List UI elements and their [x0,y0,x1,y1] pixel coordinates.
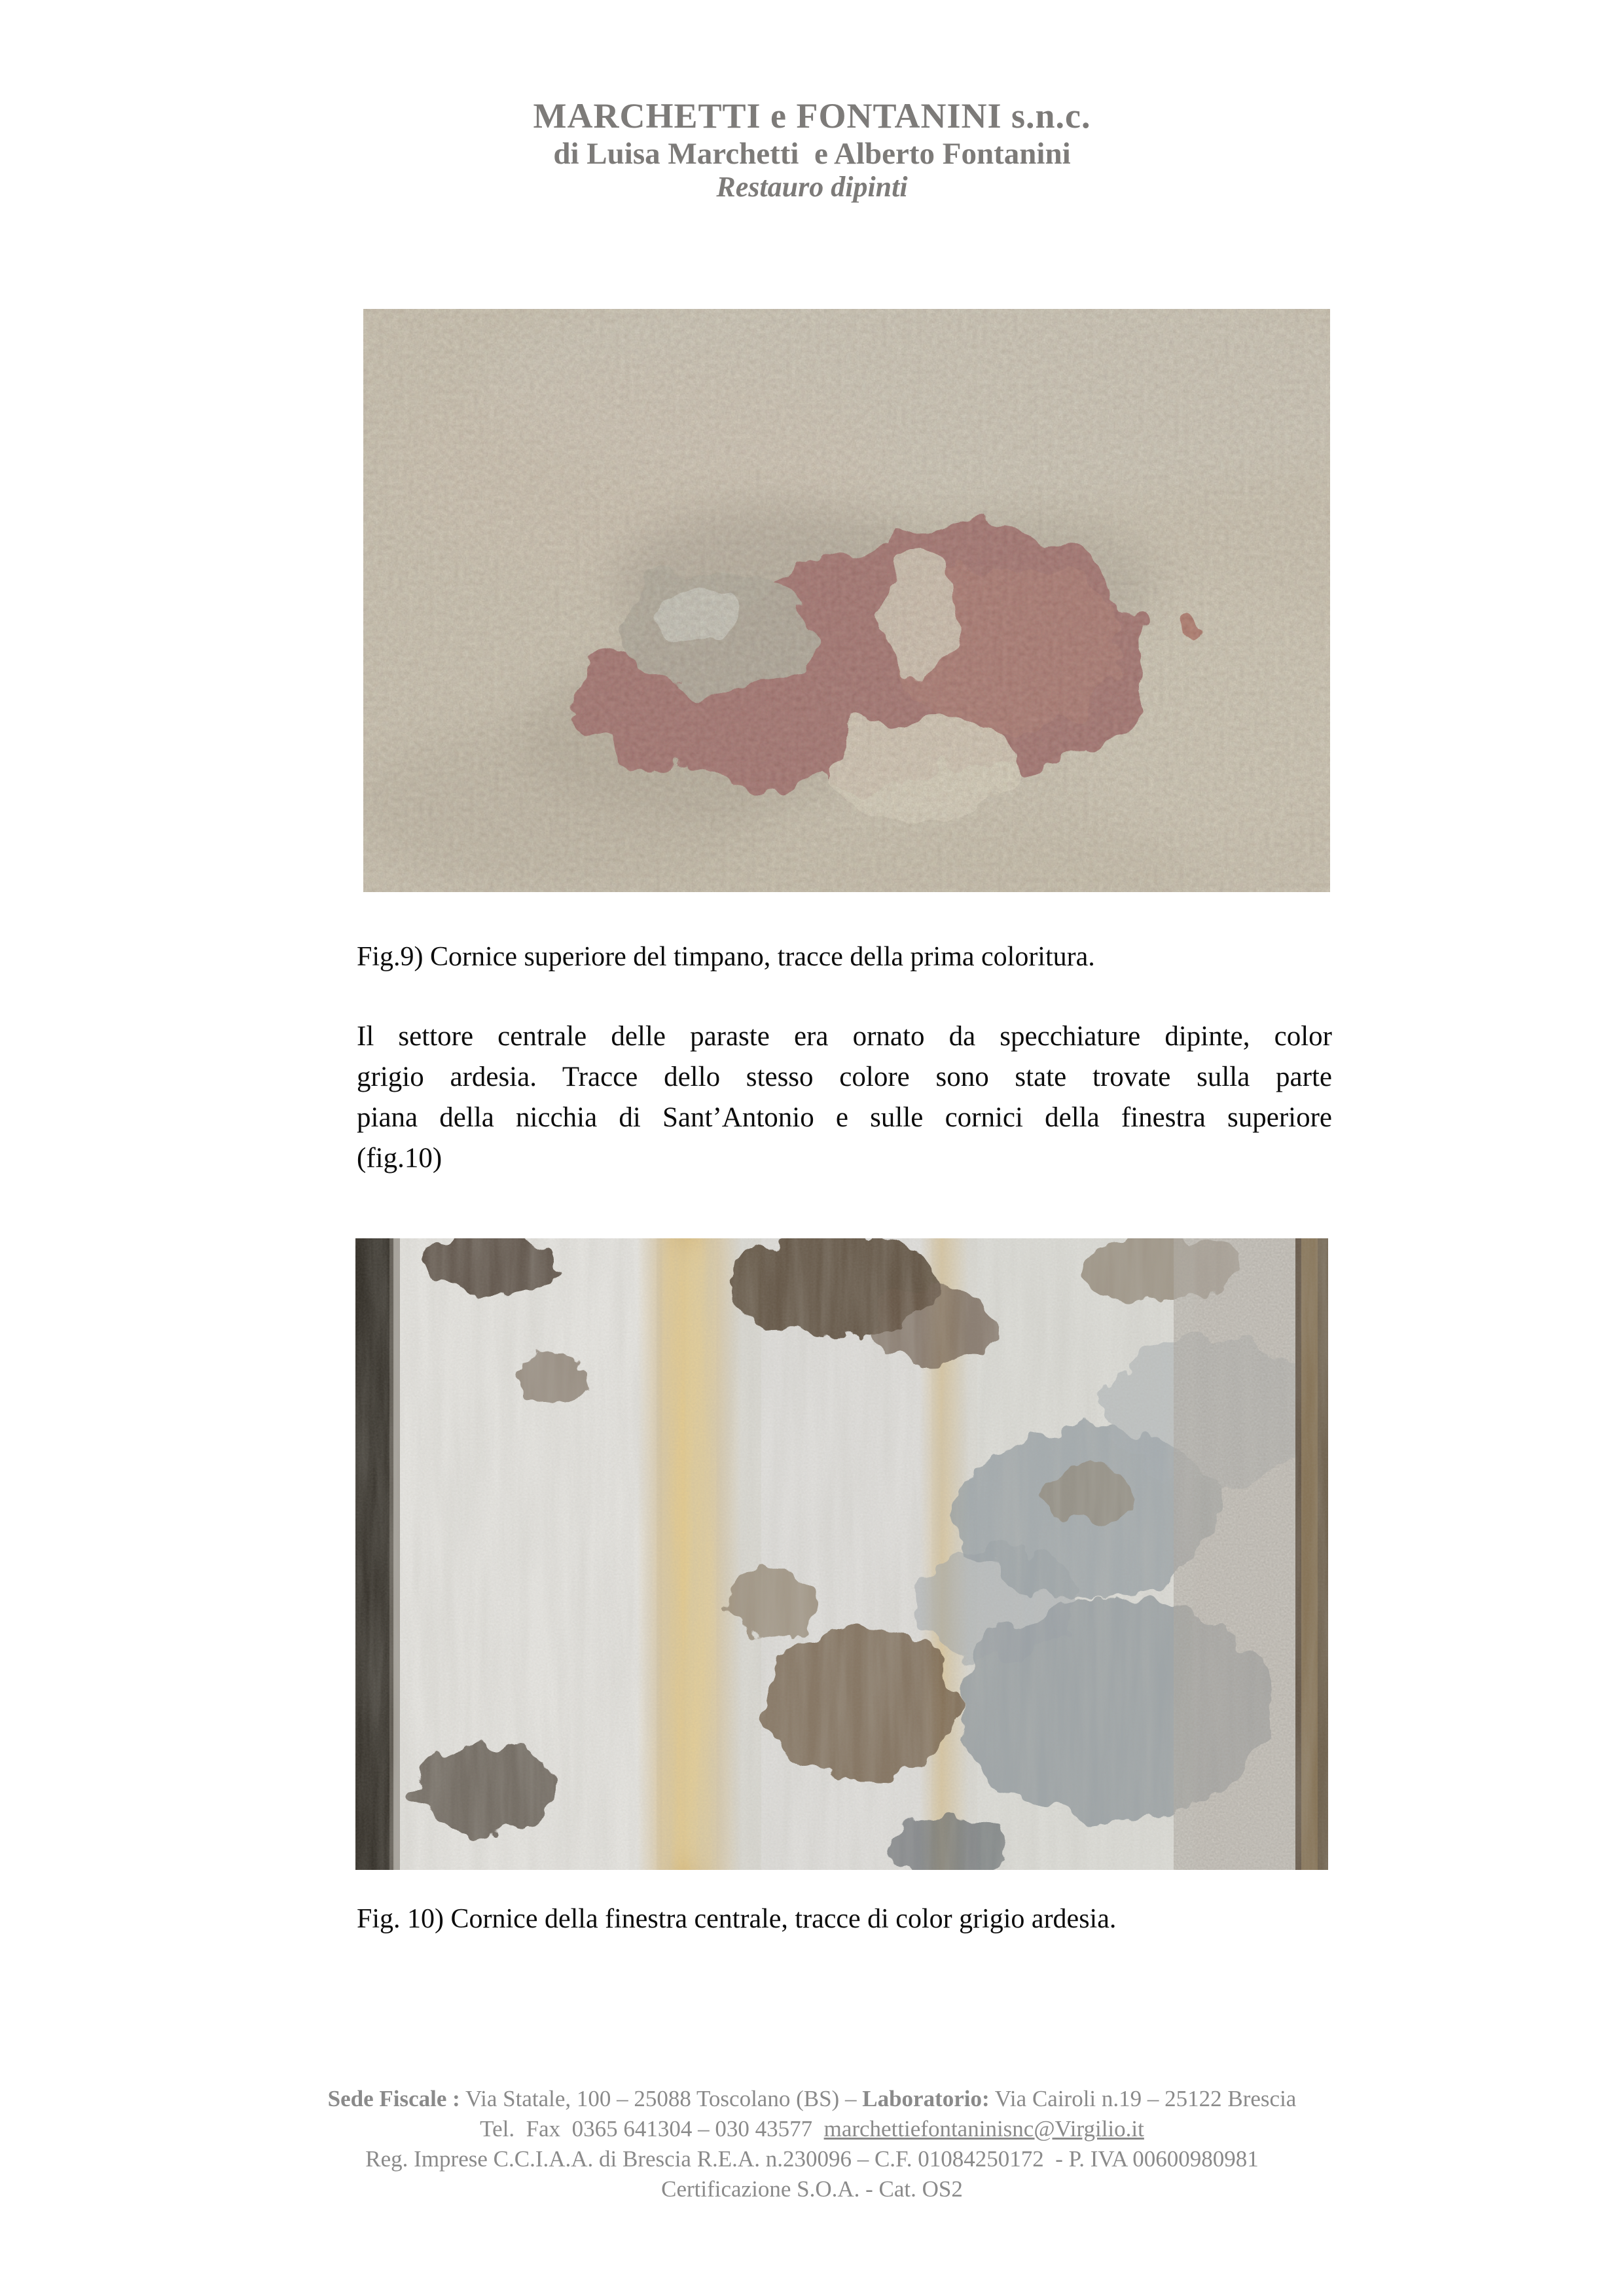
footer-address-line [0,2084,1624,2114]
paragraph-line: piana della nicchia di Sant’Antonio e sulle cornici della finestra superiore [357,1102,1332,1133]
footer-sede-label: Sede Fiscale : [327,2086,460,2111]
footer-tel-text: Tel. Fax 0365 641304 – 030 43577 [480,2116,824,2142]
company-subtitle: Restauro dipinti [716,171,908,203]
figure-10-photo [355,1238,1328,1870]
footer [0,2084,1624,2204]
footer-contact-line [0,2114,1624,2144]
footer-lab-text: Via Cairoli n.19 – 25122 Brescia [989,2086,1297,2111]
paragraph-line: grigio ardesia. Tracce dello stesso colore sono state trovate sulla parte [357,1062,1332,1092]
paragraph-line: Il settore centrale delle paraste era ornato da specchiature dipinte, color [357,1021,1332,1052]
company-owners: di Luisa Marchetti e Alberto Fontanini [553,137,1071,171]
company-name: MARCHETTI e FONTANINI s.n.c. [533,96,1091,135]
body-paragraph [357,1016,1332,1179]
footer-lab-label: Laboratorio: [862,2086,990,2111]
figure-10-image [355,1238,1328,1870]
footer-registry-line: Reg. Imprese C.C.I.A.A. di Brescia R.E.A. n.230096 – C.F. 01084250172 - P. IVA 00600980981 [365,2146,1259,2172]
footer-cert-line: Certificazione S.O.A. - Cat. OS2 [661,2176,963,2202]
footer-email-link[interactable]: marchettiefontaninisnc@Virgilio.it [823,2116,1144,2142]
figure-9-photo [363,309,1330,892]
figure-9-caption: Fig.9) Cornice superiore del timpano, tracce della prima coloritura. [357,942,1095,972]
figure-10-caption: Fig. 10) Cornice della finestra centrale, tracce di color grigio ardesia. [357,1904,1117,1934]
figure-9-image [363,309,1330,892]
paragraph-line: (fig.10) [357,1143,442,1174]
footer-sede-text: Via Statale, 100 – 25088 Toscolano (BS) – [460,2086,863,2111]
